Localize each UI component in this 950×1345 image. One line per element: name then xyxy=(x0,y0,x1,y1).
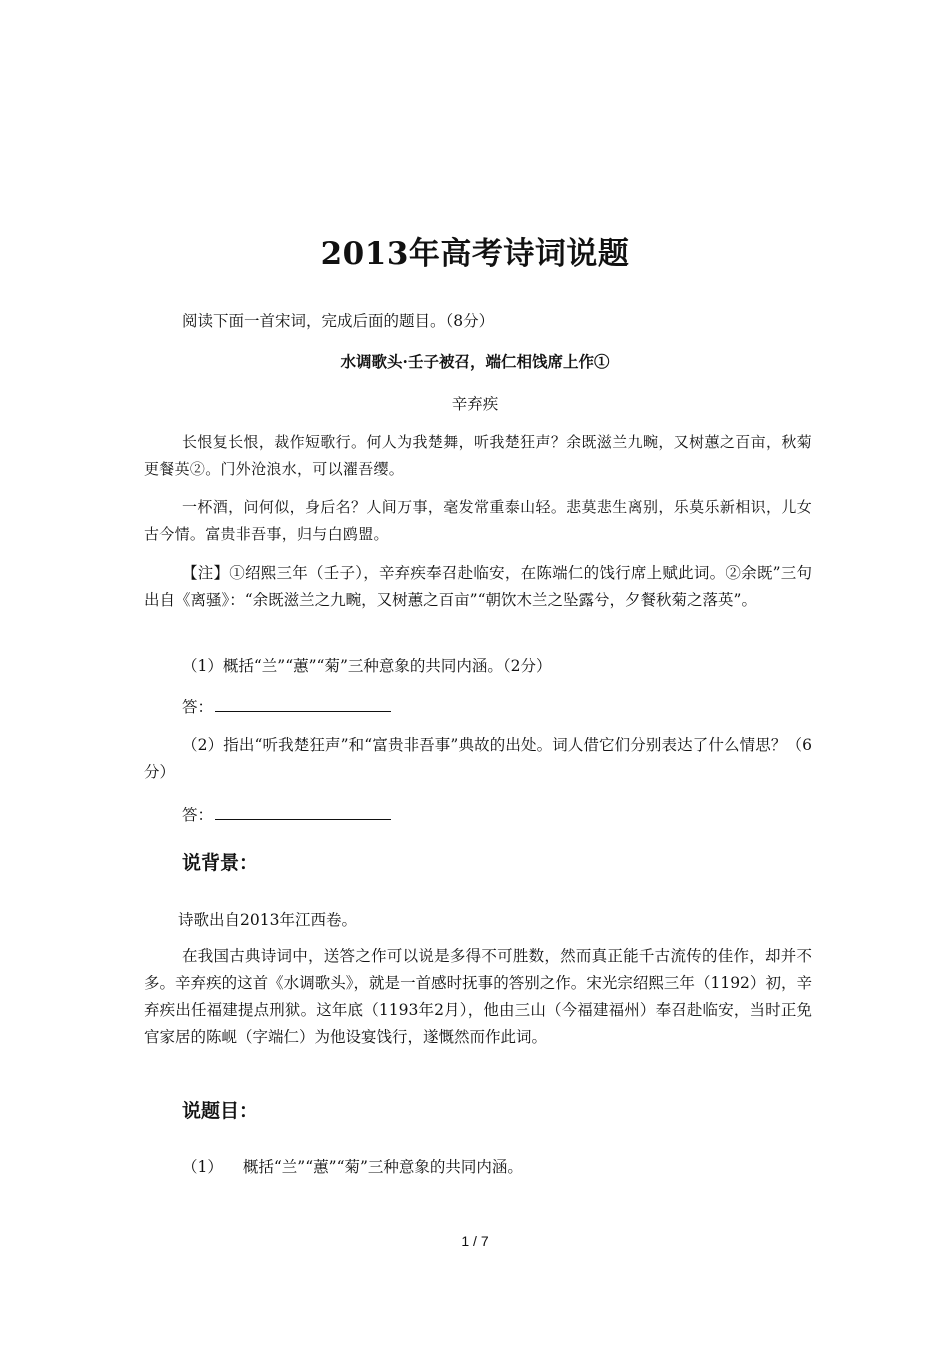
topic-question-1 xyxy=(182,1156,523,1178)
topic-heading: 说题目： xyxy=(182,1100,259,1122)
background-source: 诗歌出自2013年江西卷。 xyxy=(178,911,357,929)
answer-blank[interactable] xyxy=(215,805,391,820)
topic-question-number: （1） xyxy=(182,1158,223,1176)
answer-2 xyxy=(182,803,391,825)
poem-title: 水调歌头·壬子被召，端仁相饯席上作① xyxy=(340,352,610,371)
answer-1 xyxy=(182,695,391,717)
background-heading: 说背景： xyxy=(182,852,259,874)
page-title: 2013年高考诗词说题 xyxy=(320,236,630,272)
poem-note: 【注】①绍熙三年（壬子），辛弃疾奉召赴临安，在陈端仁的饯行席上赋此词。②余既”三句出自《离骚》：“余既滋兰之九畹，又树蕙之百亩”“朝饮木兰之坠露兮，夕餐秋菊之落英”。 xyxy=(144,564,812,609)
question-1: （1）概括“兰”“蕙”“菊”三种意象的共同内涵。（2分） xyxy=(182,657,552,675)
answer-blank[interactable] xyxy=(215,697,391,712)
topic-question-text: 概括“兰”“蕙”“菊”三种意象的共同内涵。 xyxy=(242,1158,523,1176)
page-number: 1 / 7 xyxy=(461,1233,489,1249)
question-2: （2）指出“听我楚狂声”和“富贵非吾事”典故的出处。词人借它们分别表达了什么情思？（6分） xyxy=(144,736,812,781)
poem-author: 辛弃疾 xyxy=(451,395,499,413)
intro-text: 阅读下面一首宋词，完成后面的题目。（8分） xyxy=(182,312,495,330)
answer-label: 答： xyxy=(182,806,214,824)
poem-stanza-2: 一杯酒，问何似，身后名？人间万事，毫发常重泰山轻。悲莫悲生离别，乐莫乐新相识，儿女古今情。富贵非吾事，归与白鸥盟。 xyxy=(144,498,812,543)
background-paragraph: 在我国古典诗词中，送答之作可以说是多得不可胜数，然而真正能千古流传的佳作，却并不多。辛弃疾的这首《水调歌头》，就是一首感时抚事的答别之作。宋光宗绍熙三年（1192）初，辛弃疾出任福建提点刑狱。这年底（1193年2月），他由三山（今福建福州）奉召赴临安，当时正免官家居的陈岘（字端仁）为他设宴饯行，遂慨然而作此词。 xyxy=(144,947,812,1046)
poem-stanza-1: 长恨复长恨，裁作短歌行。何人为我楚舞，听我楚狂声？余既滋兰九畹，又树蕙之百亩，秋菊更餐英②。门外沧浪水，可以濯吾缨。 xyxy=(144,433,812,478)
answer-label: 答： xyxy=(182,698,214,716)
